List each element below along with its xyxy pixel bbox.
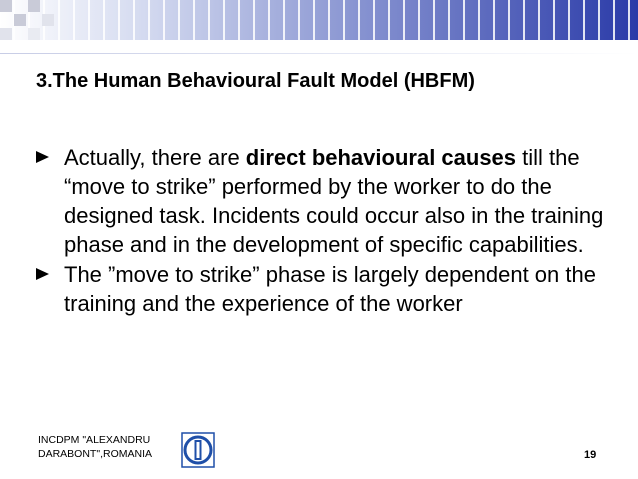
- bold-phrase: direct behavioural causes: [245, 145, 517, 170]
- footer-organization: INCDPM "ALEXANDRU DARABONT",ROMANIA: [38, 434, 152, 460]
- bullet-item: The ”move to strike” phase is largely dependent on the training and the experience of the worker: [36, 260, 606, 318]
- institute-logo-icon: [181, 432, 215, 468]
- bullet-item: Actually, there are direct behavioural causes till the “move to strike” performed by the worker to do the designed task. Incidents could occur also in the training phase and in the development of specific capabilities.: [36, 143, 606, 259]
- bullet-list: [36, 143, 606, 318]
- page-number: 19: [584, 449, 597, 461]
- slide-title: 3.The Human Behavioural Fault Model (HBFM): [36, 70, 475, 92]
- bullet-arrow-icon: [36, 151, 49, 164]
- corner-decoration: [0, 0, 70, 40]
- header-divider: [0, 53, 638, 54]
- header-gradient-bar: [0, 0, 638, 40]
- bullet-arrow-icon: [36, 268, 49, 281]
